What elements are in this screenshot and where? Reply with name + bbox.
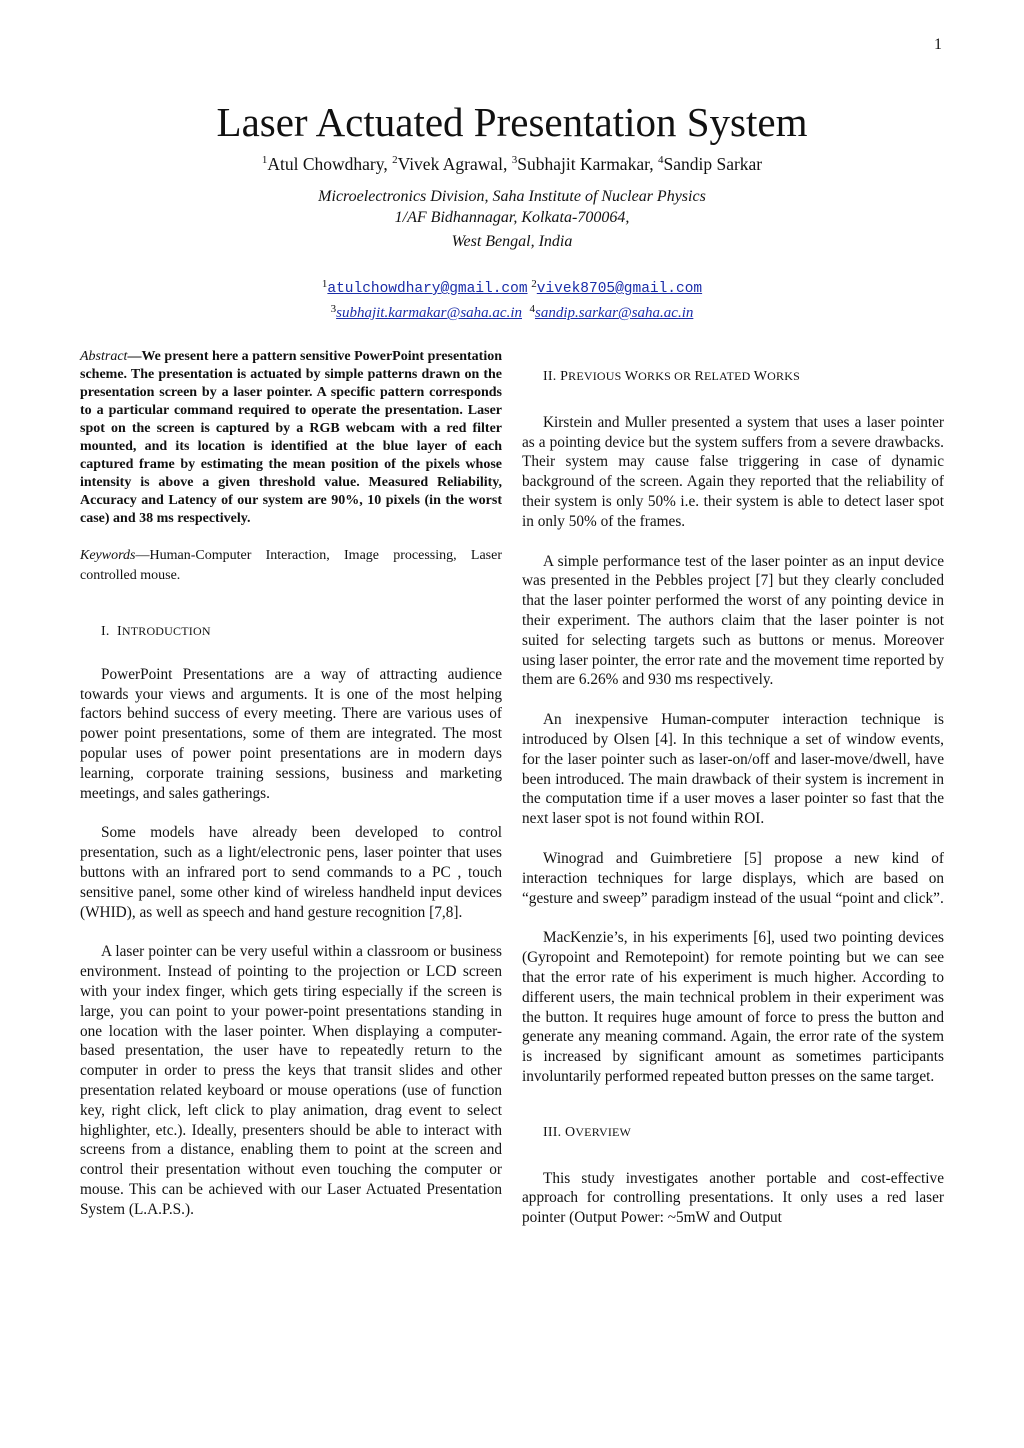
- email-1-sup: 1: [321, 278, 328, 290]
- email-link-4[interactable]: sandip.sarkar@saha.ac.in: [534, 305, 694, 321]
- related-paragraph-5: MacKenzie’s, in his experiments [6], used two pointing devices (Gyropoint and Remotepoint) for remote pointing but we can see that the error rate of his experiment is much higher. According to different users, the main technical problem in their experiment was the button. It requires huge amount of force to press the button and generate any meaning command. Again, the error rate of the system is increased by significant amount as sometimes participants involuntarily performed repeated button presses on the same target.: [522, 929, 944, 1085]
- email-row-2: [0, 302, 1024, 324]
- keywords-label: Keywords: [80, 548, 136, 563]
- abstract-dash: —: [127, 349, 142, 364]
- affiliation-line-1: Microelectronics Division, Saha Institute of Nuclear Physics: [318, 188, 706, 205]
- left-column: [80, 348, 502, 1220]
- affiliation-line-2: 1/AF Bidhannagar, Kolkata-700064,: [394, 209, 630, 226]
- author-4-sup: 4: [657, 154, 664, 166]
- author-1-name: Atul Chowdhary,: [267, 154, 388, 174]
- email-link-3[interactable]: subhajit.karmakar@saha.ac.in: [336, 305, 522, 321]
- author-1-sup: 1: [261, 154, 268, 166]
- abstract: [80, 348, 502, 528]
- abstract-text: We present here a pattern sensitive PowerPoint presentation scheme. The presentation is actuated by simple patterns drawn on the presentation screen by a laser pointer. A specific pattern corresponds to a particular command required to operate the presentation. Laser spot on the screen is captured by a RGB webcam with a red filter mounted, and its location is identified at the blue layer of each captured frame by estimating the mean position of the pixels whose intensity is above a given threshold value. Measured Reliability, Accuracy and Latency of our system are 90%, 10 pixels (in the worst case) and 38 ms respectively.: [80, 349, 502, 526]
- author-2-name: Vivek Agrawal,: [397, 154, 508, 174]
- keywords-text: Human-Computer Interaction, Image processing, Laser controlled mouse.: [80, 548, 502, 583]
- section-heading-introduction: I. INTRODUCTION: [101, 624, 211, 639]
- email-4-sup: 4: [529, 303, 535, 315]
- related-paragraph-1: Kirstein and Muller presented a system that uses a laser pointer as a pointing device but the system suffers from a severe drawbacks. Their system may cause false triggering in case of dynamic background of the screen. Again they reported that the reliability of their system is only 50% i.e. their system is able to detect laser spot in only 50% of the frames.: [522, 413, 944, 530]
- related-paragraph-3: An inexpensive Human-computer interaction technique is introduced by Olsen [4]. In this technique a set of window events, for the laser pointer such as laser-on/off and laser-move/dwell, have been introduced. The main drawback of their system is increment in the computation time if a user moves a laser pointer so fast that the next laser spot is not found within ROI.: [522, 711, 944, 828]
- author-2-sup: 2: [392, 154, 398, 166]
- email-row-1: [0, 277, 1024, 300]
- author-4-name: Sandip Sarkar: [663, 154, 763, 174]
- author-3-sup: 3: [511, 154, 518, 166]
- intro-paragraph-1: PowerPoint Presentations are a way of attracting audience towards your views and arguments. It is one of the most helping factors behind success of every meeting. There are various uses of power point presentations, some of them are integrated. The most popular uses of power point presentations are in modern days learning, corporate training sessions, business and marketing meetings, and sales gatherings.: [80, 665, 502, 802]
- intro-paragraph-2: Some models have already been developed to control presentation, such as a light/electronic pens, laser pointer that uses buttons with an infrared port to send commands to a PC , touch sensitive panel, some other kind of wireless handheld input devices (WHID), as well as speech and hand gesture recognition [7,8].: [80, 824, 502, 921]
- keywords-dash: —: [135, 548, 150, 563]
- related-paragraph-4: Winograd and Guimbretiere [5] propose a new kind of interaction techniques for large displays, which are based on “gesture and sweep” paradigm instead of the usual “point and click”.: [522, 849, 944, 907]
- author-3-name: Subhajit Karmakar,: [517, 154, 654, 174]
- page-number: 1: [934, 36, 942, 53]
- section-heading-overview: III. OVERVIEW: [543, 1124, 632, 1140]
- overview-paragraph-1: This study investigates another portable and cost-effective approach for controlling presentations. It only uses a red laser pointer (Output Power: ~5mW and Output: [522, 1169, 944, 1227]
- related-paragraph-2: A simple performance test of the laser pointer as an input device was presented in the Pebbles project [7] but they clearly concluded that the laser pointer performed the worst of any pointing device in their experiment. The authors claim that the laser pointer is not suited for selecting targets such as buttons or menus. Moreover using laser pointer, the error rate and the movement time reported by them are 6.26% and 930 ms respectively.: [522, 552, 944, 689]
- right-column: [522, 348, 944, 1228]
- intro-paragraph-3: A laser pointer can be very useful within a classroom or business environment. Instead of pointing to the projection or LCD screen with your index finger, which gets tiring especially if the screen is large, you can point to your power-point presentations standing in one location with the laser pointer. When displaying a computer-based presentation, the user have to repeatedly return to the computer in order to press the keys that transit slides and other presentation related keyboard or mouse operations (use of function key, right click, left click to play animation, drag event to select highlighter, etc.). Ideally, presenters should be able to interact with screens from a distance, enabling them to point at the screen and control their presentation without even touching the computer or mouse. This can be achieved with our Laser Actuated Presentation System (L.A.P.S.).: [80, 943, 502, 1218]
- affiliation-line-3: West Bengal, India: [451, 233, 573, 250]
- keywords: [80, 546, 502, 586]
- paper-title: Laser Actuated Presentation System: [216, 99, 808, 145]
- section-heading-related-works: II. PREVIOUS WORKS OR RELATED WORKS: [543, 369, 800, 384]
- abstract-label: Abstract: [80, 349, 128, 364]
- email-3-sup: 3: [330, 303, 337, 315]
- author-list: [0, 152, 1024, 176]
- email-2-sup: 2: [531, 278, 537, 290]
- email-link-1[interactable]: atulchowdhary@gmail.com: [327, 281, 528, 297]
- email-link-2[interactable]: vivek8705@gmail.com: [536, 281, 703, 297]
